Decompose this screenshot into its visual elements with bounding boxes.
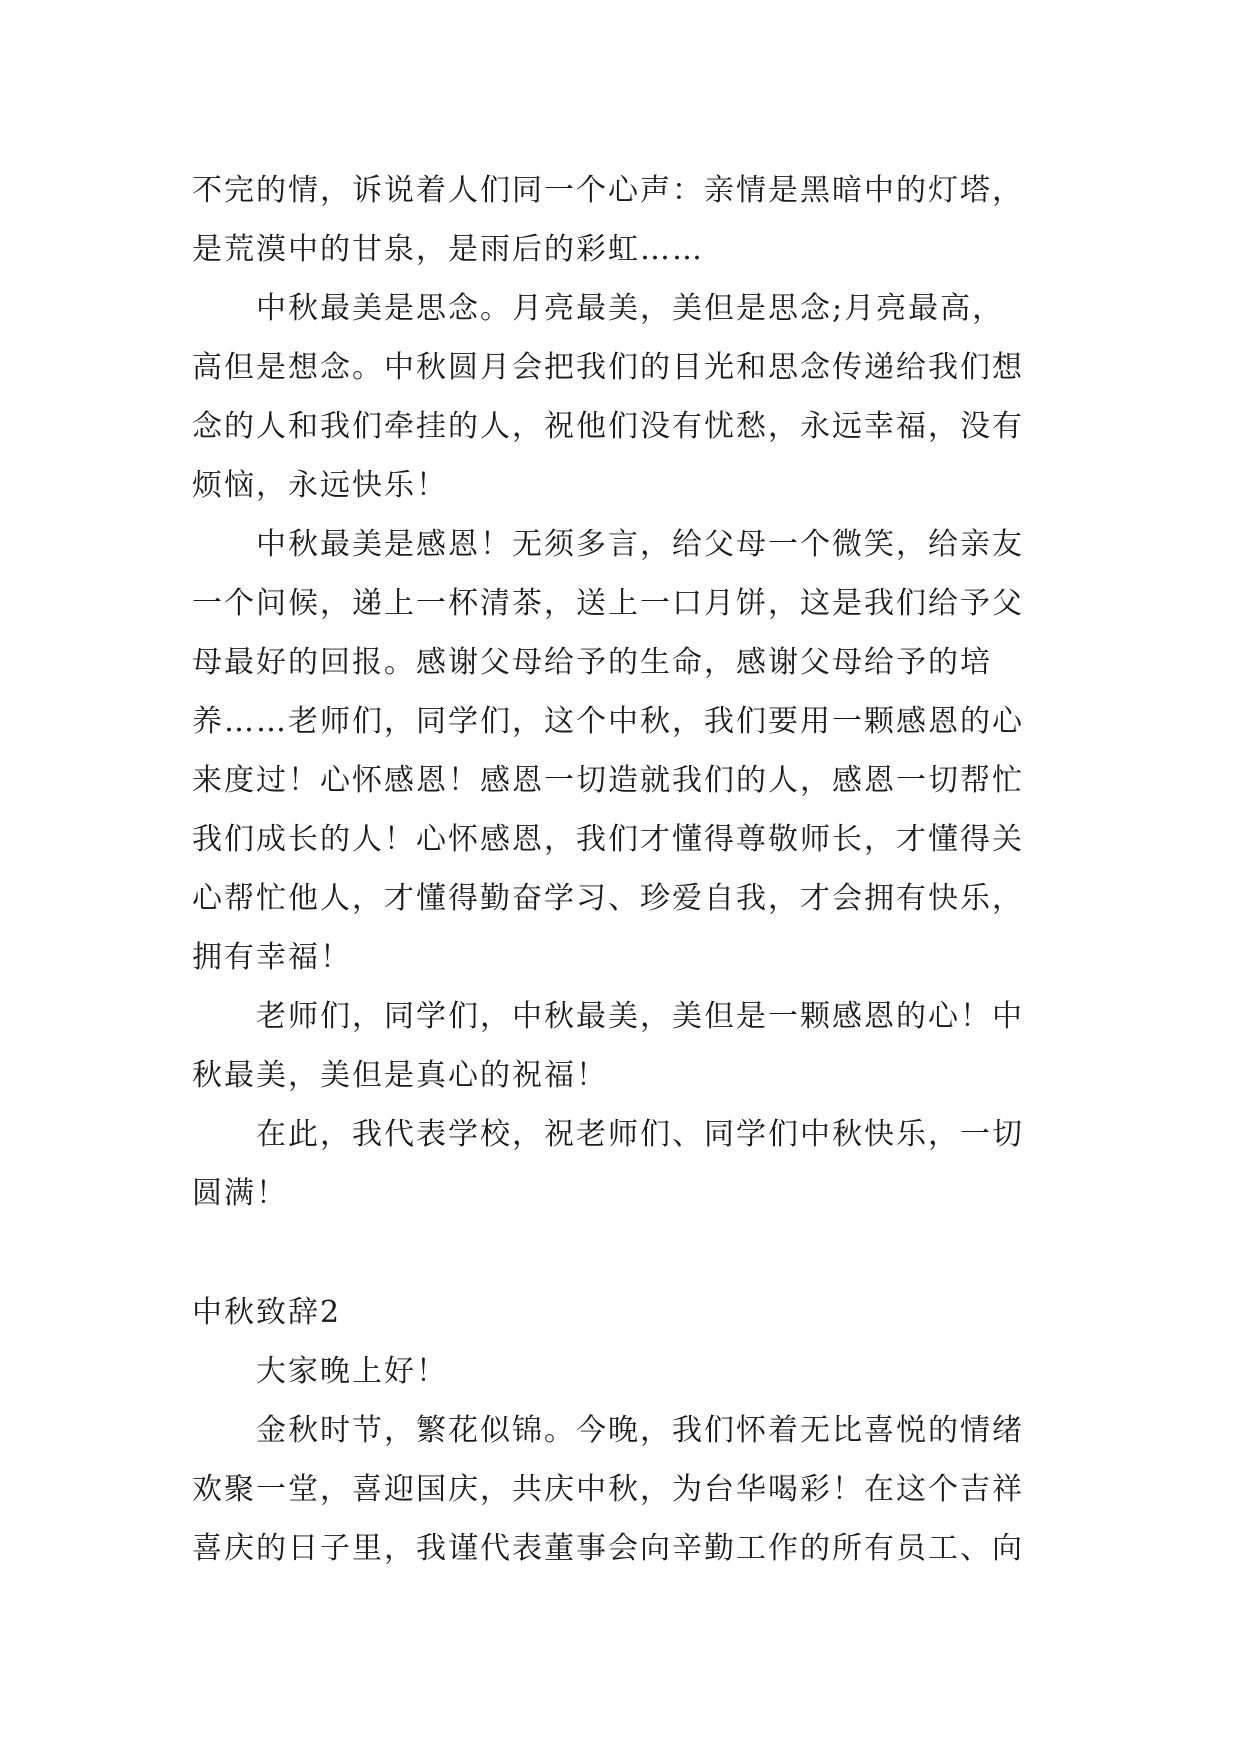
section-heading: 中秋致辞2 — [192, 1295, 342, 1330]
text-line: 中秋最美是思念。月亮最美，美但是思念;月亮最高， — [256, 291, 1005, 326]
paragraph-gratitude — [192, 515, 1052, 987]
text-line: 圆满！ — [192, 1176, 288, 1211]
section-spacer — [192, 1223, 1052, 1283]
text-line: 老师们，同学们，中秋最美，美但是一颗感恩的心！中 — [256, 999, 1024, 1034]
paragraph-family-love — [192, 161, 1052, 279]
text-line: 烦恼，永远快乐！ — [192, 468, 448, 503]
paragraph-missing — [192, 279, 1052, 515]
text-line: 金秋时节，繁花似锦。今晚，我们怀着无比喜悦的情绪 — [256, 1413, 1024, 1448]
text-line: 养……老师们，同学们，这个中秋，我们要用一颗感恩的心 — [192, 704, 1024, 739]
text-line: 一个问候，递上一杯清茶，送上一口月饼，这是我们给予父 — [192, 586, 1024, 621]
text-line: 欢聚一堂，喜迎国庆，共庆中秋，为台华喝彩！在这个吉祥 — [192, 1472, 1024, 1507]
text-line: 是荒漠中的甘泉，是雨后的彩虹…… — [192, 232, 704, 267]
text-line: 来度过！心怀感恩！感恩一切造就我们的人，感恩一切帮忙 — [192, 763, 1024, 798]
text-line: 喜庆的日子里，我谨代表董事会向辛勤工作的所有员工、向 — [192, 1531, 1024, 1566]
paragraph-most-beautiful — [192, 987, 1052, 1105]
text-line: 不完的情，诉说着人们同一个心声：亲情是黑暗中的灯塔， — [192, 173, 1024, 208]
text-line: 母最好的回报。感谢父母给予的生命，感谢父母给予的培 — [192, 645, 992, 680]
text-line: 心帮忙他人，才懂得勤奋学习、珍爱自我，才会拥有快乐， — [192, 881, 1024, 916]
text-line: 拥有幸福！ — [192, 940, 352, 975]
text-line: 高但是想念。中秋圆月会把我们的目光和思念传递给我们想 — [192, 350, 1024, 385]
paragraph-golden-autumn — [192, 1401, 1052, 1578]
text-line: 我们成长的人！心怀感恩，我们才懂得尊敬师长，才懂得关 — [192, 822, 1024, 857]
text-line: 秋最美，美但是真心的祝福！ — [192, 1058, 608, 1093]
text-line: 在此，我代表学校，祝老师们、同学们中秋快乐，一切 — [256, 1117, 1024, 1152]
greeting: 大家晚上好！ — [256, 1354, 448, 1389]
paragraph-closing-wishes — [192, 1105, 1052, 1223]
text-line: 中秋最美是感恩！无须多言，给父母一个微笑，给亲友 — [256, 527, 1024, 562]
text-line: 念的人和我们牵挂的人，祝他们没有忧愁，永远幸福，没有 — [192, 409, 1024, 444]
document-body — [192, 161, 1052, 1578]
